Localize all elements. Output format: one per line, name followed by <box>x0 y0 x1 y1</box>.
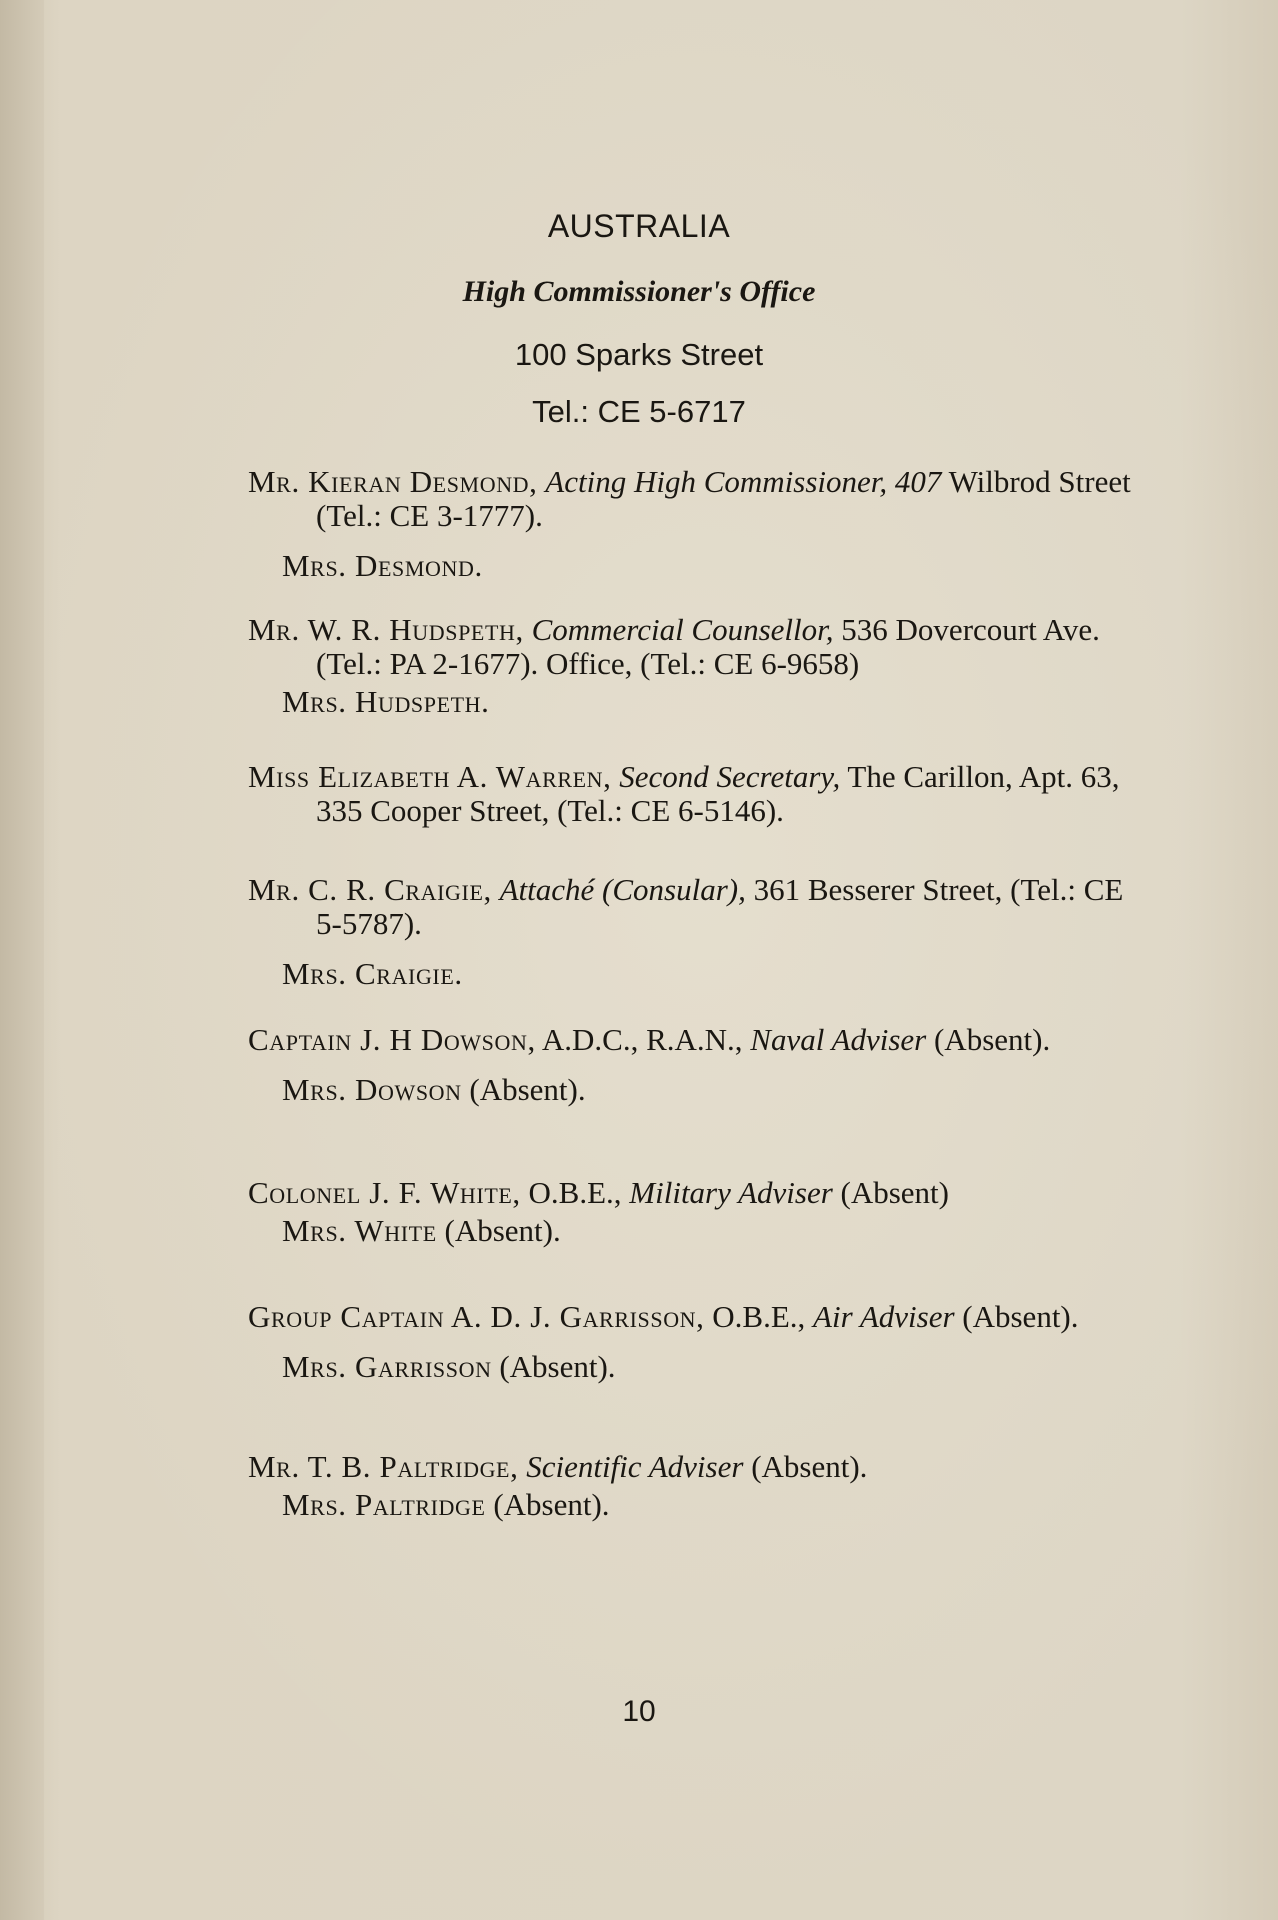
entry-warren <box>248 760 1153 828</box>
entry-name: Mr. Kieran Desmond, <box>248 464 538 499</box>
entry-spouse-suffix: (Absent). <box>469 1072 586 1108</box>
entry-spouse: Mrs. White <box>282 1213 437 1249</box>
office-address: 100 Sparks Street <box>514 337 764 372</box>
entry-details: The Carillon, Apt. 63, 335 Cooper Street, (Tel.: CE 6-5146). <box>316 759 1120 829</box>
entry-prefix-details: A.D.C., R.A.N., <box>541 1022 743 1057</box>
entry-details: Wilbrod Street (Tel.: CE 3-1777). <box>316 464 1131 534</box>
entry-white <box>248 1176 1153 1248</box>
entry-prefix-details: O.B.E., <box>528 1175 622 1210</box>
entry-details: 536 Dovercourt Ave. (Tel.: PA 2-1677). Office, (Tel.: CE 6-9658) <box>316 612 1100 682</box>
entry-details: 361 Besserer Street, (Tel.: CE 5-5787). <box>316 872 1124 942</box>
entry-details: (Absent). <box>751 1449 868 1484</box>
entry-name: Captain J. H Dowson, <box>248 1022 536 1057</box>
entry-hudspeth <box>248 613 1153 719</box>
entry-spouse: Mrs. Craigie. <box>282 956 463 992</box>
entry-prefix-details: O.B.E., <box>712 1299 806 1334</box>
entry-desmond <box>248 465 1153 583</box>
entry-spouse: Mrs. Hudspeth. <box>282 684 490 720</box>
entry-name: Mr. W. R. Hudspeth, <box>248 612 524 647</box>
entry-title: Commercial Counsellor, <box>531 612 834 647</box>
entry-spouse: Mrs. Paltridge <box>282 1487 486 1523</box>
entry-name: Miss Elizabeth A. Warren, <box>248 759 612 794</box>
entry-title: Second Secretary, <box>619 759 841 794</box>
entry-title: Scientific Adviser <box>526 1449 744 1484</box>
entry-title: Acting High Commissioner, 407 <box>545 464 942 499</box>
entry-title: Naval Adviser <box>750 1022 927 1057</box>
entry-name: Colonel J. F. White, <box>248 1175 521 1210</box>
entry-spouse: Mrs. Dowson <box>282 1072 462 1108</box>
entry-spouse-suffix: (Absent). <box>444 1213 561 1249</box>
entry-title: Attaché (Consular), <box>499 872 746 907</box>
entry-details: (Absent) <box>840 1175 949 1210</box>
office-subheading: High Commissioner's Office <box>462 275 816 308</box>
entry-spouse: Mrs. Desmond. <box>282 548 483 584</box>
entry-paltridge <box>248 1450 1153 1522</box>
page-number: 10 <box>622 1695 656 1728</box>
entry-dowson <box>248 1023 1153 1107</box>
entry-spouse: Mrs. Garrisson <box>282 1349 492 1385</box>
entry-garrisson <box>248 1300 1153 1384</box>
entry-details: (Absent). <box>933 1022 1051 1057</box>
entry-name: Group Captain A. D. J. Garrisson, <box>248 1299 705 1334</box>
entry-spouse-suffix: (Absent). <box>499 1349 616 1385</box>
entry-name: Mr. C. R. Craigie, <box>248 872 492 907</box>
office-telephone: Tel.: CE 5-6717 <box>532 394 746 429</box>
entry-title: Air Adviser <box>813 1299 955 1334</box>
entry-details: (Absent). <box>962 1299 1079 1334</box>
entry-spouse-suffix: (Absent). <box>493 1487 610 1523</box>
entry-craigie <box>248 873 1153 991</box>
entry-name: Mr. T. B. Paltridge, <box>248 1449 519 1484</box>
entry-title: Military Adviser <box>629 1175 833 1210</box>
country-heading: AUSTRALIA <box>547 208 731 244</box>
